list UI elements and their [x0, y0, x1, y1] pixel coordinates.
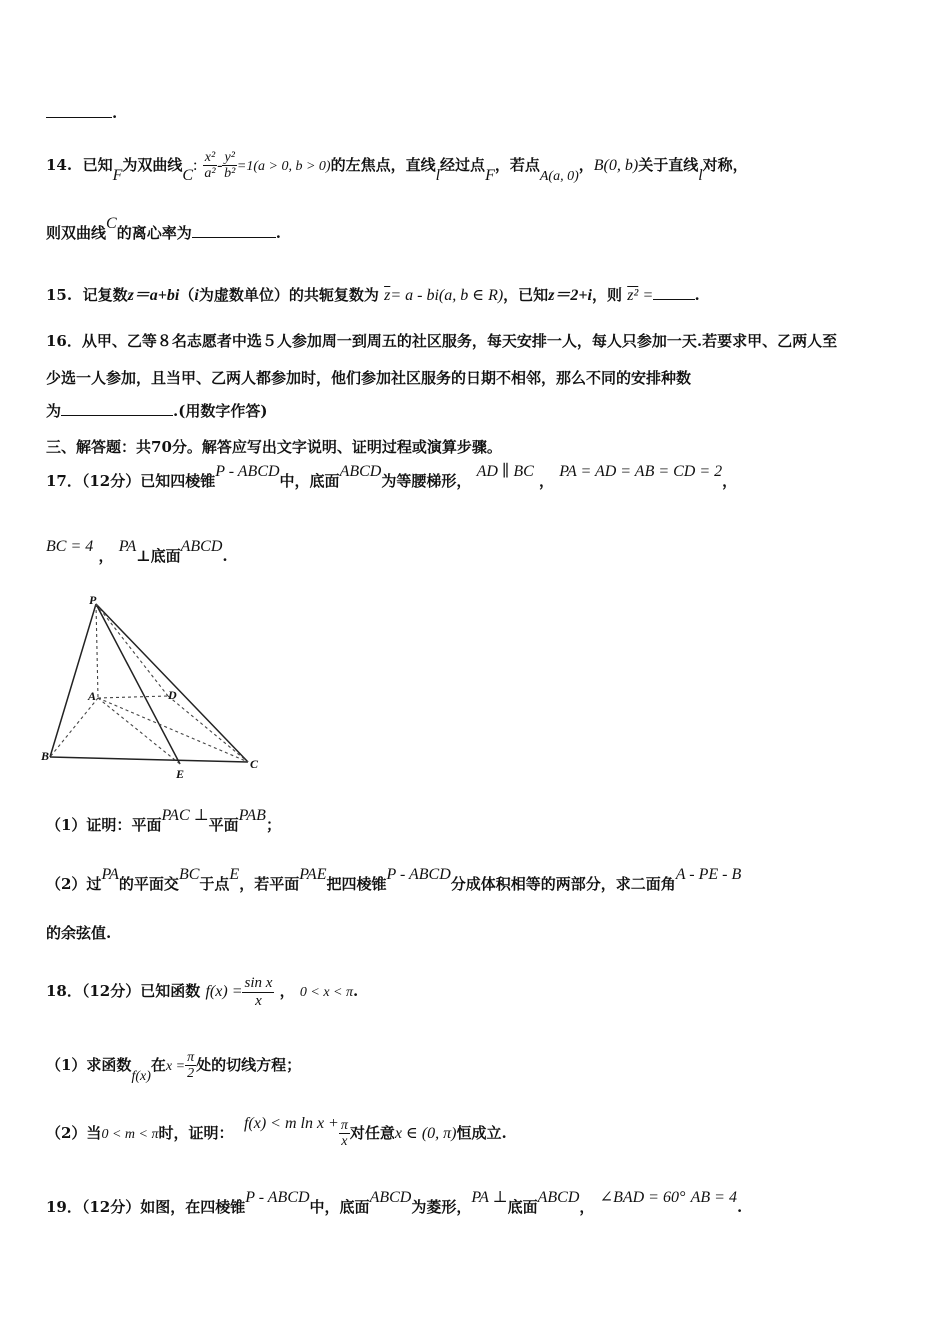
answer-blank: [61, 413, 173, 416]
question-16: 16．从甲、乙等８名志愿者中选５人参加周一到周五的社区服务，每天安排一人，每人只参加一天.若要求甲、乙两人至: [46, 332, 838, 350]
label-p: P: [89, 593, 97, 607]
section-heading: 三、解答题：共70分。解答应写出文字说明、证明过程或演算步骤。: [46, 438, 502, 456]
pi-over-2: $\frac{\pi}{2}$: [187, 1050, 195, 1082]
question-18: 18．（12分）已知函数 f(x) = $\frac{\text{sin x}}{x}$ ， 0 < x < π.: [46, 975, 359, 1009]
question-14-line-2: 则双曲线C的离心率为 .: [46, 215, 281, 242]
label-e: E: [176, 767, 185, 781]
edge-pb: [50, 604, 96, 757]
edge-ab: [50, 698, 98, 757]
question-17-line-2: BC = 4 ， PA⊥底面ABCD.: [46, 538, 228, 565]
answer-blank: [653, 297, 695, 300]
question-16-line-3: 为 .(用数字作答): [46, 402, 268, 420]
question-17: 17．（12分）已知四棱锥P - ABCD中，底面ABCD为等腰梯形， AD ∥ BC ， PA = AD = AB = CD = 2，: [46, 463, 738, 490]
hyperbola-x-term: $\frac{\text{x²}}{\text{a²}}$: [204, 150, 216, 182]
question-18-part-2: （2）当0 < m < π时，证明： f(x) < m ln x + $\frac{\pi}{x}$ 对任意x ∈ (0, π)恒成立.: [46, 1114, 507, 1150]
question-18-part-1: （1）求函数f(x)在x = $\frac{\pi}{2}$ 处的切线方程；: [46, 1050, 302, 1084]
question-17-part-2: （2）过PA的平面交BC于点E，若平面PAE把四棱锥P - ABCD分成体积相等的两部分，求二面角A - PE - B: [46, 866, 742, 893]
pyramid-figure: [40, 592, 270, 787]
edge-dc: [168, 696, 248, 762]
edge-ae: [98, 698, 180, 764]
label-c: C: [250, 757, 259, 771]
edge-ac: [98, 698, 248, 762]
edge-pd: [96, 604, 168, 696]
hyperbola-y-term: $\frac{\text{y²}}{\text{b²}}$: [224, 150, 236, 182]
answer-blank: [46, 115, 112, 118]
edge-bc: [50, 757, 248, 762]
edge-pc: [96, 604, 248, 762]
question-14: 14. 已知F为双曲线C: $\frac{\text{x²}}{\text{a²}}$ - $\frac{\text{y²}}{\text{b²}}$ =1(a > 0, b > 0)的左焦点，直线l经过点F，若点A(a, 0)，B(0, b)关于直线l对称，: [46, 150, 748, 184]
label-d: D: [168, 688, 177, 702]
edge-pa: [96, 604, 98, 698]
label-b: B: [41, 749, 50, 763]
question-17-part-2-line-2: 的余弦值.: [46, 924, 112, 942]
answer-blank: [192, 235, 276, 238]
question-16-line-2: 少选一人参加，且当甲、乙两人都参加时，他们参加社区服务的日期不相邻，那么不同的安排种数: [46, 369, 692, 387]
pi-over-x: $\frac{\pi}{x}$: [340, 1118, 348, 1150]
edge-ad: [98, 696, 168, 698]
label-a: A: [88, 689, 97, 703]
edge-pe: [96, 604, 180, 764]
question-17-part-1: （1）证明：平面PAC ⊥平面PAB；: [46, 807, 281, 834]
question-19: 19．（12分）如图，在四棱锥P - ABCD中，底面ABCD为菱形，PA ⊥底面ABCD， ∠BAD = 60° AB = 4.: [46, 1189, 743, 1216]
question-15: 15. 记复数z＝a+bi（i为虚数单位）的共轭复数为 $\overline{z}= a - bi(a$, b ∈ R)，已知z＝2+i，则 z² = .: [46, 286, 700, 304]
previous-question-end: .: [46, 104, 117, 122]
hidden-edges: [50, 604, 248, 764]
sinx-over-x: $\frac{\text{sin x}}{x}$: [244, 975, 273, 1009]
solid-edges: [50, 604, 248, 764]
